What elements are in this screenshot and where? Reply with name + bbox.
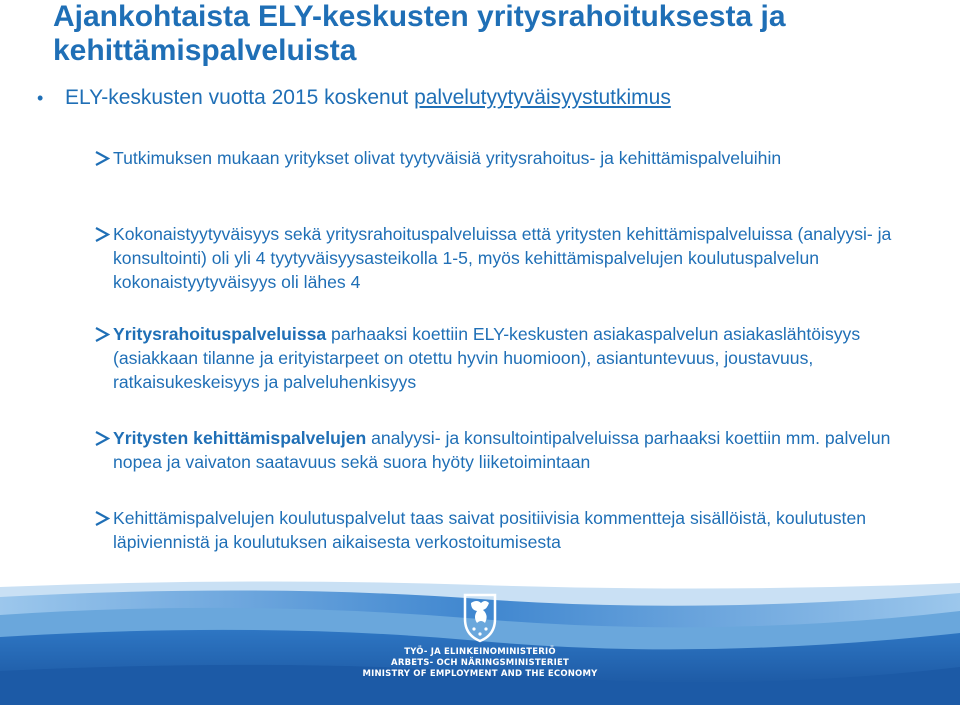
list-item-rest: analyysi- ja konsultointipalveluissa parhaaksi koettiin mm. palvelun nopea ja vaivaton saatavuus sekä suora hyöty liiketoimintaan: [113, 428, 891, 472]
survey-link[interactable]: palvelutyytyväisyystutkimus: [414, 86, 671, 109]
list-item-rest: parhaaksi koettiin ELY-keskusten asiakaspalvelun asiakaslähtöisyys (asiakkaan tilanne ja erityistarpeet on otettu hyvin huomioon), asiantuntevuus, joustavuus, ratkaisukeskeisyys ja palveluhenkisyys: [113, 324, 861, 392]
list-item-text: Kokonaistyytyväisyys sekä yritysrahoituspalveluissa että yritysten kehittämispalveluissa (analyysi- ja konsultointi) oli yli 4 tyytyväisyysasteikolla 1-5, myös kehittämispalvelujen koulutuspalvelun kokonaistyytyväisyys oli lähes 4: [113, 224, 892, 292]
list-item-text: [113, 426, 934, 474]
list-item-text: Kehittämispalvelujen koulutuspalvelut taas saivat positiivisia kommentteja sisällöistä, koulutusten läpiviennistä ja koulutuksen aikaisesta verkostoitumisesta: [113, 508, 867, 552]
list-item: [94, 426, 934, 474]
arrow-bullet-icon: [94, 146, 112, 170]
main-bullet-prefix: ELY-keskusten vuotta 2015 koskenut: [65, 86, 415, 109]
list-item: [94, 322, 934, 394]
arrow-bullet-icon: [94, 222, 112, 246]
list-item-bold: Yritysrahoituspalveluissa: [113, 324, 327, 344]
arrow-bullet-icon: [94, 426, 112, 450]
list-item-text: Tutkimuksen mukaan yritykset olivat tyytyväisiä yritysrahoitus- ja kehittämispalveluihin: [113, 148, 782, 168]
arrow-bullet-icon: [94, 506, 112, 530]
ministry-name-en: MINISTRY OF EMPLOYMENT AND THE ECONOMY: [362, 669, 598, 679]
list-item-text: [113, 322, 934, 394]
list-item: [94, 506, 934, 554]
main-bullet-text: [65, 86, 671, 110]
page-title: Ajankohtaista ELY-keskusten yritysrahoituksesta ja kehittämispalveluista: [53, 0, 786, 67]
list-item: [94, 146, 934, 170]
lion-emblem-icon: [459, 589, 501, 643]
list-item-bold: Yritysten kehittämispalvelujen: [113, 428, 367, 448]
ministry-name-fi: TYÖ- JA ELINKEINOMINISTERIÖ: [404, 647, 556, 657]
bullet-dot: •: [37, 88, 44, 108]
main-bullet: [37, 86, 671, 110]
arrow-bullet-icon: [94, 322, 112, 346]
ministry-name: [0, 647, 960, 680]
ministry-name-sv: ARBETS- OCH NÄRINGSMINISTERIET: [391, 658, 569, 668]
list-item: [94, 222, 934, 294]
